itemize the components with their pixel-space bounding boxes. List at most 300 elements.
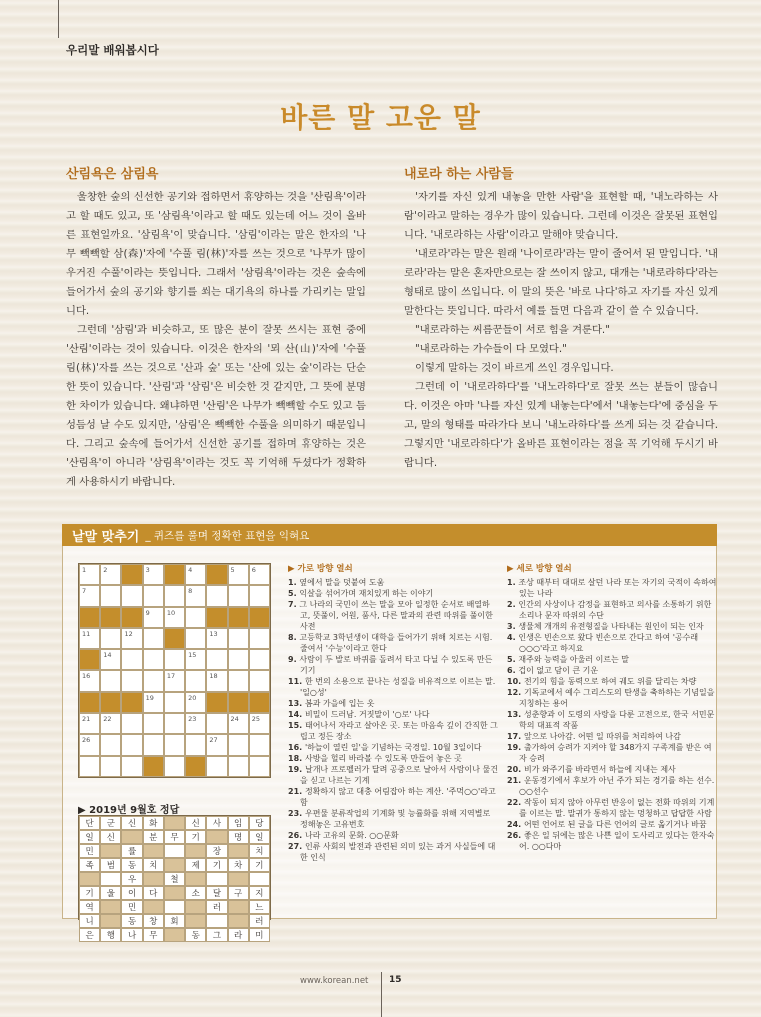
clue-item bbox=[507, 632, 717, 654]
grid-cell bbox=[228, 585, 249, 606]
clue-item bbox=[288, 676, 498, 698]
crossword-grid bbox=[78, 563, 271, 778]
grid-block bbox=[164, 564, 185, 585]
clue-text: 옆에서 말을 덧붙여 도움 bbox=[299, 578, 385, 587]
answer-block bbox=[164, 858, 185, 872]
clue-text: 어떤 언어로 된 글을 다른 언어의 글로 옮기거나 바꿈 bbox=[523, 820, 707, 829]
clue-item bbox=[288, 720, 498, 742]
section-label: 우리말 배워봅시다 bbox=[66, 43, 159, 57]
answer-cell bbox=[249, 872, 270, 886]
cell-number: 9 bbox=[145, 608, 150, 617]
clue-number: 7. bbox=[288, 600, 300, 609]
answer-block bbox=[228, 872, 249, 886]
paragraph: '내로라'라는 말은 원래 '나이로라'라는 말이 줄어서 된 말입니다. '내로라'라는 말은 혼자만으로는 잘 쓰이지 않고, 대개는 '내로라하다'라는 형태로 많이 쓰입니다. 이 말의 뜻은 '바로 나다'하고 자기를 자신 있게 말한다는 뜻입니다. 따라서 예를 들면 다음과 같이 쓸 수 있습니다. bbox=[404, 248, 718, 317]
answer-block bbox=[228, 914, 249, 928]
clue-text: 그 나라의 국민이 쓰는 말을 모아 일정한 순서로 배열하고, 뜻풀이, 어원, 품사, 다른 말과의 관련 따위를 풀이한 사전 bbox=[299, 600, 493, 631]
cell-number: 8 bbox=[188, 587, 193, 596]
paragraph: '자기를 자신 있게 내놓을 만한 사람'을 표현할 때, '내노라하는 사람'이라고 말하는 경우가 많이 있습니다. 그런데 이것은 잘못된 표현입니다. '내로라하는 사람'이라고 말해야 맞습니다. bbox=[404, 191, 718, 241]
clue-text: 운동경기에서 후보가 아닌 주가 되는 경기를 하는 선수. ○○선수 bbox=[519, 776, 715, 796]
answer-cell: 기 bbox=[185, 830, 206, 844]
clue-item bbox=[288, 742, 498, 753]
answer-cell: 창 bbox=[143, 914, 164, 928]
clue-number: 21. bbox=[288, 787, 305, 796]
clue-number: 5. bbox=[507, 655, 519, 664]
cell-number: 12 bbox=[124, 629, 133, 638]
answer-cell: 그 bbox=[206, 928, 227, 942]
answer-block bbox=[185, 844, 206, 858]
cell-number: 24 bbox=[230, 715, 239, 724]
clue-text: 사람이 두 발로 바퀴를 돌려서 타고 다닐 수 있도록 만든 기기 bbox=[299, 655, 493, 675]
grid-cell bbox=[206, 734, 227, 755]
cell-number: 11 bbox=[82, 629, 91, 638]
answer-cell: 미 bbox=[249, 928, 270, 942]
clue-text: 인간의 사상이나 감정을 표현하고 의사를 소통하기 위한 소리나 문자 따위의 수단 bbox=[518, 600, 712, 620]
paragraph: 그런데 '삼림'과 비슷하고, 또 많은 분이 잘못 쓰시는 표현 중에 '산림'이라는 것이 있습니다. 이것은 한자의 '뫼 산(山)'자에 '수풀 림(林)'자를 쓰는 것으로 '산과 숲' 또는 '산에 있는 숲'이라는 단순한 뜻이 있습니다. '산림'과 '삼림'은 비슷한 것 같지만, 그 뜻에 분명한 차이가 있습니다. 왜냐하면 '산림'은 나무가 빽빽할 수도 있고 듬성듬성 날 수도 있지만, '삼림'은 빽빽한 수풀을 의미하기 때문입니다. 그리고 숲속에 들어가서 신선한 공기를 접하며 휴양하는 것은 '산림욕'이 아니라 '삼림욕'이라는 것도 꼭 기억해 두셨다가 정확하게 사용하시기 바랍니다. bbox=[66, 324, 366, 488]
clue-list bbox=[507, 577, 717, 852]
grid-cell bbox=[100, 628, 121, 649]
grid-cell bbox=[164, 756, 185, 777]
cell-number: 5 bbox=[230, 566, 235, 574]
grid-cell bbox=[228, 649, 249, 670]
grid-block bbox=[143, 756, 164, 777]
grid-cell bbox=[206, 628, 227, 649]
answer-cell: 무 bbox=[143, 928, 164, 942]
grid-cell bbox=[228, 628, 249, 649]
clue-number: 5. bbox=[288, 589, 300, 598]
article-heading: 내로라 하는 사람들 bbox=[404, 167, 514, 182]
clue-item bbox=[507, 775, 717, 797]
grid-block bbox=[79, 692, 100, 713]
clue-text: 인류 사회의 발전과 관련된 의미 있는 과거 사실들에 대한 인식 bbox=[300, 842, 496, 862]
clue-item bbox=[288, 709, 498, 720]
cell-number: 26 bbox=[82, 736, 91, 745]
grid-cell bbox=[143, 713, 164, 734]
paragraph: "내로라하는 씨름꾼들이 서로 힘을 겨룬다." bbox=[415, 324, 610, 336]
clue-item bbox=[507, 764, 717, 775]
article-left bbox=[66, 163, 366, 492]
clue-text: 앞으로 나아감. 어떤 일 따위를 처리하여 나감 bbox=[523, 732, 681, 741]
answer-cell: 제 bbox=[185, 858, 206, 872]
clue-number: 20. bbox=[507, 765, 524, 774]
cell-number: 1 bbox=[82, 566, 87, 574]
footer-site: www.korean.net bbox=[300, 976, 369, 986]
answer-cell bbox=[164, 900, 185, 914]
grid-cell bbox=[228, 756, 249, 777]
grid-block bbox=[100, 692, 121, 713]
grid-cell bbox=[185, 649, 206, 670]
clue-number: 19. bbox=[507, 743, 524, 752]
grid-cell bbox=[121, 585, 142, 606]
answer-cell: 러 bbox=[206, 900, 227, 914]
quiz-subtitle: _ 퀴즈를 풀며 정확한 표현을 익혀요 bbox=[145, 529, 310, 542]
grid-cell bbox=[164, 670, 185, 691]
clue-text: 조상 때부터 대대로 살던 나라 또는 자기의 국적이 속하여 있는 나라 bbox=[518, 578, 717, 598]
clue-item bbox=[507, 709, 717, 731]
grid-block bbox=[206, 564, 227, 585]
answer-block bbox=[79, 872, 100, 886]
grid-block bbox=[185, 756, 206, 777]
grid-cell bbox=[185, 734, 206, 755]
grid-cell bbox=[164, 585, 185, 606]
cell-number: 16 bbox=[82, 672, 91, 681]
cell-number: 18 bbox=[209, 672, 218, 681]
grid-cell bbox=[206, 670, 227, 691]
grid-cell bbox=[185, 585, 206, 606]
clue-text: 겁이 없고 담이 큰 기운 bbox=[518, 666, 599, 675]
grid-block bbox=[79, 607, 100, 628]
clue-number: 17. bbox=[507, 732, 524, 741]
grid-cell bbox=[121, 670, 142, 691]
clue-number: 1. bbox=[288, 578, 300, 587]
cell-number: 7 bbox=[82, 587, 87, 596]
grid-cell bbox=[164, 734, 185, 755]
answer-cell bbox=[100, 872, 121, 886]
clue-item bbox=[288, 786, 498, 808]
clue-number: 14. bbox=[288, 710, 305, 719]
clue-number: 6. bbox=[507, 666, 519, 675]
answer-cell: 신 bbox=[121, 816, 142, 830]
grid-cell bbox=[206, 756, 227, 777]
quiz-title: 낱말 맞추기 bbox=[72, 529, 140, 545]
clue-text: 우편물 분류작업의 기계화 및 능률화를 위해 지역별로 정해놓은 고유번호 bbox=[300, 809, 491, 829]
clue-item bbox=[507, 665, 717, 676]
grid-cell bbox=[100, 670, 121, 691]
quiz-header bbox=[62, 524, 717, 546]
grid-cell bbox=[249, 670, 270, 691]
answer-cell: 민 bbox=[79, 844, 100, 858]
grid-block bbox=[100, 607, 121, 628]
grid-block bbox=[206, 607, 227, 628]
answer-cell: 역 bbox=[79, 900, 100, 914]
clue-text: 비가 와주기를 바라면서 하늘에 지내는 제사 bbox=[523, 765, 676, 774]
answer-block bbox=[100, 844, 121, 858]
answer-cell: 당 bbox=[249, 816, 270, 830]
clue-text: 고등학교 3학년생이 대학을 들어가기 위해 치르는 시험. 줄여서 '수능'이라고 한다 bbox=[299, 633, 493, 653]
grid-cell bbox=[185, 670, 206, 691]
clue-number: 4. bbox=[507, 633, 519, 642]
answer-cell: 회 bbox=[164, 914, 185, 928]
answer-cell: 일 bbox=[79, 830, 100, 844]
header-rule bbox=[58, 0, 59, 38]
answer-cell: 은 bbox=[79, 928, 100, 942]
clue-item bbox=[288, 830, 498, 841]
paragraph: 울창한 숲의 신선한 공기와 접하면서 휴양하는 것을 '산림욕'이라고 할 때도 있고, 또 '삼림욕'이라고 할 때도 있는데 어느 것이 올바른 표현일까요. '삼림욕'이 맞습니다. '삼림'이라는 말은 한자의 '나무 빽빽할 삼(森)'자에 '수풀 림(林)'자를 쓰는 것으로 '나무가 많이 우거진 수풀'이라는 뜻입니다. 그래서 '삼림욕'이라는 것은 숲속에 들어가서 숲의 공기와 향기를 쐬는 대기욕의 하나를 가리키는 말입니다. bbox=[66, 191, 366, 317]
answer-block bbox=[228, 900, 249, 914]
clue-number: 21. bbox=[507, 776, 524, 785]
grid-cell bbox=[79, 628, 100, 649]
grid-cell bbox=[143, 585, 164, 606]
clue-number: 16. bbox=[288, 743, 305, 752]
cell-number: 6 bbox=[251, 566, 256, 574]
answer-cell: 달 bbox=[206, 886, 227, 900]
answer-block bbox=[228, 844, 249, 858]
answer-block bbox=[100, 914, 121, 928]
clue-text: 한 번의 소용으로 끝나는 성질을 비유적으로 이르는 말. '일○성' bbox=[300, 677, 496, 697]
answer-cell: 다 bbox=[143, 886, 164, 900]
grid-block bbox=[121, 692, 142, 713]
answer-cell bbox=[206, 914, 227, 928]
answer-block bbox=[143, 900, 164, 914]
grid-cell bbox=[100, 649, 121, 670]
grid-cell bbox=[164, 692, 185, 713]
grid-cell bbox=[143, 670, 164, 691]
clue-item bbox=[507, 599, 717, 621]
grid-cell bbox=[249, 585, 270, 606]
grid-cell bbox=[206, 713, 227, 734]
grid-cell bbox=[249, 564, 270, 585]
grid-cell bbox=[206, 585, 227, 606]
page-number: 15 bbox=[389, 975, 402, 985]
clue-item bbox=[507, 577, 717, 599]
across-title: ▶ 가로 방향 열쇠 bbox=[288, 564, 353, 574]
grid-cell bbox=[121, 734, 142, 755]
cell-number: 27 bbox=[209, 736, 218, 745]
paragraph: 그런데 이 '내로라하다'를 '내노라하다'로 잘못 쓰는 분들이 많습니다. 이것은 아마 '나를 자신 있게 내놓는다'에서 '내놓는다'에 중심을 두고, 말의 형태를 따라가다 보니 '내노라하다'를 쓰게 되는 것 같습니다. 그렇지만 '내로라하다'가 올바른 표현이라는 점을 꼭 기억해 두시기 바랍니다. bbox=[404, 381, 718, 469]
answer-cell: 치 bbox=[143, 858, 164, 872]
clue-item bbox=[507, 654, 717, 665]
answer-cell: 족 bbox=[79, 858, 100, 872]
grid-cell bbox=[100, 734, 121, 755]
answer-block bbox=[185, 900, 206, 914]
answer-block bbox=[121, 830, 142, 844]
grid-block bbox=[249, 692, 270, 713]
grid-cell bbox=[228, 734, 249, 755]
answer-block bbox=[185, 872, 206, 886]
clue-item bbox=[288, 841, 498, 863]
clue-text: 봄과 가을에 입는 옷 bbox=[304, 699, 375, 708]
grid-block bbox=[249, 607, 270, 628]
grid-block bbox=[206, 692, 227, 713]
clue-number: 26. bbox=[507, 831, 524, 840]
clue-number: 23. bbox=[288, 809, 305, 818]
clue-item bbox=[288, 764, 498, 786]
grid-cell bbox=[249, 713, 270, 734]
grid-cell bbox=[249, 734, 270, 755]
answer-cell: 일 bbox=[249, 830, 270, 844]
grid-cell bbox=[249, 756, 270, 777]
clue-item bbox=[288, 753, 498, 764]
down-title: ▶ 세로 방향 열쇠 bbox=[507, 564, 572, 574]
grid-cell bbox=[79, 756, 100, 777]
grid-cell bbox=[228, 564, 249, 585]
grid-cell bbox=[100, 756, 121, 777]
clue-item bbox=[507, 676, 717, 687]
cell-number: 25 bbox=[251, 715, 261, 724]
cell-number: 4 bbox=[188, 566, 193, 574]
grid-cell bbox=[249, 628, 270, 649]
grid-cell bbox=[79, 564, 100, 585]
across-clues bbox=[288, 562, 498, 863]
answer-block bbox=[164, 816, 185, 830]
answer-label: ▶ 2019년 9월호 정답 bbox=[78, 805, 180, 816]
grid-cell bbox=[100, 585, 121, 606]
answer-cell: 행 bbox=[100, 928, 121, 942]
clue-number: 13. bbox=[288, 699, 305, 708]
clue-item bbox=[507, 819, 717, 830]
clue-item bbox=[507, 830, 717, 852]
cell-number: 20 bbox=[188, 693, 197, 702]
answer-cell: 기 bbox=[249, 858, 270, 872]
clue-item bbox=[507, 687, 717, 709]
grid-block bbox=[228, 607, 249, 628]
grid-cell bbox=[185, 692, 206, 713]
cell-number: 19 bbox=[145, 693, 154, 702]
answer-cell: 니 bbox=[79, 914, 100, 928]
answer-cell: 차 bbox=[228, 858, 249, 872]
grid-cell bbox=[185, 564, 206, 585]
grid-cell bbox=[143, 734, 164, 755]
clue-number: 26. bbox=[288, 831, 305, 840]
answer-cell: 사 bbox=[206, 816, 227, 830]
answer-cell: 군 bbox=[100, 816, 121, 830]
clue-number: 18. bbox=[288, 754, 305, 763]
article-right bbox=[404, 163, 718, 473]
grid-cell bbox=[100, 713, 121, 734]
clue-item bbox=[288, 588, 498, 599]
clue-number: 10. bbox=[507, 677, 524, 686]
grid-block bbox=[79, 649, 100, 670]
answer-cell: 라 bbox=[228, 928, 249, 942]
answer-block bbox=[143, 872, 164, 886]
answer-cell: 러 bbox=[249, 914, 270, 928]
clue-number: 8. bbox=[288, 633, 300, 642]
clue-number: 15. bbox=[288, 721, 305, 730]
clue-number: 2. bbox=[507, 600, 519, 609]
cell-number: 13 bbox=[209, 629, 218, 638]
clue-number: 9. bbox=[288, 655, 300, 664]
clue-item bbox=[507, 742, 717, 764]
cell-number: 14 bbox=[103, 651, 112, 660]
grid-cell bbox=[185, 607, 206, 628]
answer-cell: 구 bbox=[228, 886, 249, 900]
answer-cell: 화 bbox=[143, 816, 164, 830]
page-title: 바른 말 고운 말 bbox=[280, 101, 481, 134]
clue-number: 19. bbox=[288, 765, 305, 774]
paragraph: 이렇게 말하는 것이 바르게 쓰인 경우입니다. bbox=[415, 362, 614, 374]
answer-block bbox=[143, 844, 164, 858]
clue-text: 생물체 개개의 유전형질을 나타내는 원인이 되는 인자 bbox=[518, 622, 704, 631]
clue-number: 3. bbox=[507, 622, 519, 631]
cell-number: 17 bbox=[166, 672, 176, 681]
clue-text: 재주와 능력을 아울러 이르는 말 bbox=[518, 655, 630, 664]
answer-cell: 민 bbox=[121, 900, 142, 914]
answer-block bbox=[100, 900, 121, 914]
grid-cell bbox=[164, 713, 185, 734]
answer-cell: 장 bbox=[206, 844, 227, 858]
clue-text: 사방을 헐리 바라볼 수 있도록 만들어 놓은 곳 bbox=[304, 754, 462, 763]
answer-cell: 소 bbox=[185, 886, 206, 900]
clue-item bbox=[288, 654, 498, 676]
answer-cell: 우 bbox=[121, 872, 142, 886]
answer-cell: 울 bbox=[100, 886, 121, 900]
grid-cell bbox=[164, 607, 185, 628]
answer-cell: 치 bbox=[249, 844, 270, 858]
clue-item bbox=[507, 621, 717, 632]
article-heading: 산림욕은 삼림욕 bbox=[66, 167, 159, 182]
grid-cell bbox=[79, 734, 100, 755]
clue-number: 24. bbox=[507, 820, 524, 829]
clue-item bbox=[507, 731, 717, 742]
clue-number: 12. bbox=[507, 688, 524, 697]
clue-number: 11. bbox=[288, 677, 305, 686]
answer-cell: 률 bbox=[121, 844, 142, 858]
grid-cell bbox=[228, 670, 249, 691]
grid-cell bbox=[228, 713, 249, 734]
paragraph: "내로라하는 가수들이 다 모였다." bbox=[415, 343, 567, 355]
footer-rule bbox=[381, 972, 382, 1017]
clue-number: 22. bbox=[507, 798, 524, 807]
answer-cell: 무 bbox=[164, 830, 185, 844]
grid-cell bbox=[185, 628, 206, 649]
article-body bbox=[404, 188, 718, 473]
grid-cell bbox=[164, 649, 185, 670]
clue-text: 날개나 프로펠러가 달려 공중으로 날아서 사람이나 물건을 싣고 나르는 기계 bbox=[300, 765, 498, 785]
answer-cell: 범 bbox=[100, 858, 121, 872]
grid-cell bbox=[121, 628, 142, 649]
answer-cell: 신 bbox=[185, 816, 206, 830]
cell-number: 15 bbox=[188, 651, 197, 660]
answer-cell: 철 bbox=[164, 872, 185, 886]
answer-cell bbox=[164, 844, 185, 858]
answer-block bbox=[206, 830, 227, 844]
grid-cell bbox=[79, 670, 100, 691]
clue-item bbox=[507, 797, 717, 819]
answer-cell: 단 bbox=[79, 816, 100, 830]
clue-item bbox=[288, 808, 498, 830]
answer-cell: 나 bbox=[121, 928, 142, 942]
grid-cell bbox=[121, 713, 142, 734]
answer-cell bbox=[206, 872, 227, 886]
cell-number: 21 bbox=[82, 715, 91, 724]
clue-text: 인생은 빈손으로 왔다 빈손으로 간다고 하여 '공수래 ○○○'라고 하지요 bbox=[518, 633, 699, 653]
answer-cell: 동 bbox=[121, 858, 142, 872]
grid-cell bbox=[121, 756, 142, 777]
answer-cell: 임 bbox=[228, 816, 249, 830]
answer-cell: 이 bbox=[121, 886, 142, 900]
clue-text: 비밀이 드러남. 거짓말이 '○로' 나다 bbox=[304, 710, 430, 719]
clue-text: 작동이 되지 않아 아무런 반응이 없는 전화 따위의 기계를 이르는 말. 말귀가 통하지 않는 멍청하고 답답한 사람 bbox=[519, 798, 715, 818]
article-body bbox=[66, 188, 366, 492]
answer-grid bbox=[78, 815, 271, 941]
answer-block bbox=[185, 914, 206, 928]
clue-number: 13. bbox=[507, 710, 524, 719]
grid-cell bbox=[143, 649, 164, 670]
clue-text: 성춘향과 이 도령의 사랑을 다룬 고전으로, 한국 서민문학의 대표적 작품 bbox=[519, 710, 715, 730]
answer-cell: 동 bbox=[185, 928, 206, 942]
answer-cell: 느 bbox=[249, 900, 270, 914]
grid-block bbox=[121, 607, 142, 628]
answer-cell: 신 bbox=[100, 830, 121, 844]
grid-cell bbox=[79, 713, 100, 734]
cell-number: 10 bbox=[166, 608, 176, 617]
answer-cell: 명 bbox=[228, 830, 249, 844]
grid-cell bbox=[79, 585, 100, 606]
clue-text: 나라 고유의 문화. ○○문화 bbox=[304, 831, 399, 840]
clue-text: 정확하지 않고 대충 어림잡아 하는 계산. '주먹○○'라고 함 bbox=[300, 787, 496, 807]
grid-block bbox=[121, 564, 142, 585]
answer-cell: 지 bbox=[249, 886, 270, 900]
answer-block bbox=[164, 928, 185, 942]
grid-cell bbox=[143, 628, 164, 649]
clue-text: 기독교에서 예수 그리스도의 탄생을 축하하는 기념일을 지칭하는 용어 bbox=[519, 688, 715, 708]
clue-number: 1. bbox=[507, 578, 519, 587]
grid-cell bbox=[249, 649, 270, 670]
clue-text: 태어나서 자라고 살아온 곳. 또는 마음속 깊이 간직한 그립고 정든 장소 bbox=[300, 721, 498, 741]
down-clues bbox=[507, 562, 717, 852]
clue-item bbox=[288, 599, 498, 632]
grid-block bbox=[164, 628, 185, 649]
cell-number: 3 bbox=[145, 566, 150, 574]
